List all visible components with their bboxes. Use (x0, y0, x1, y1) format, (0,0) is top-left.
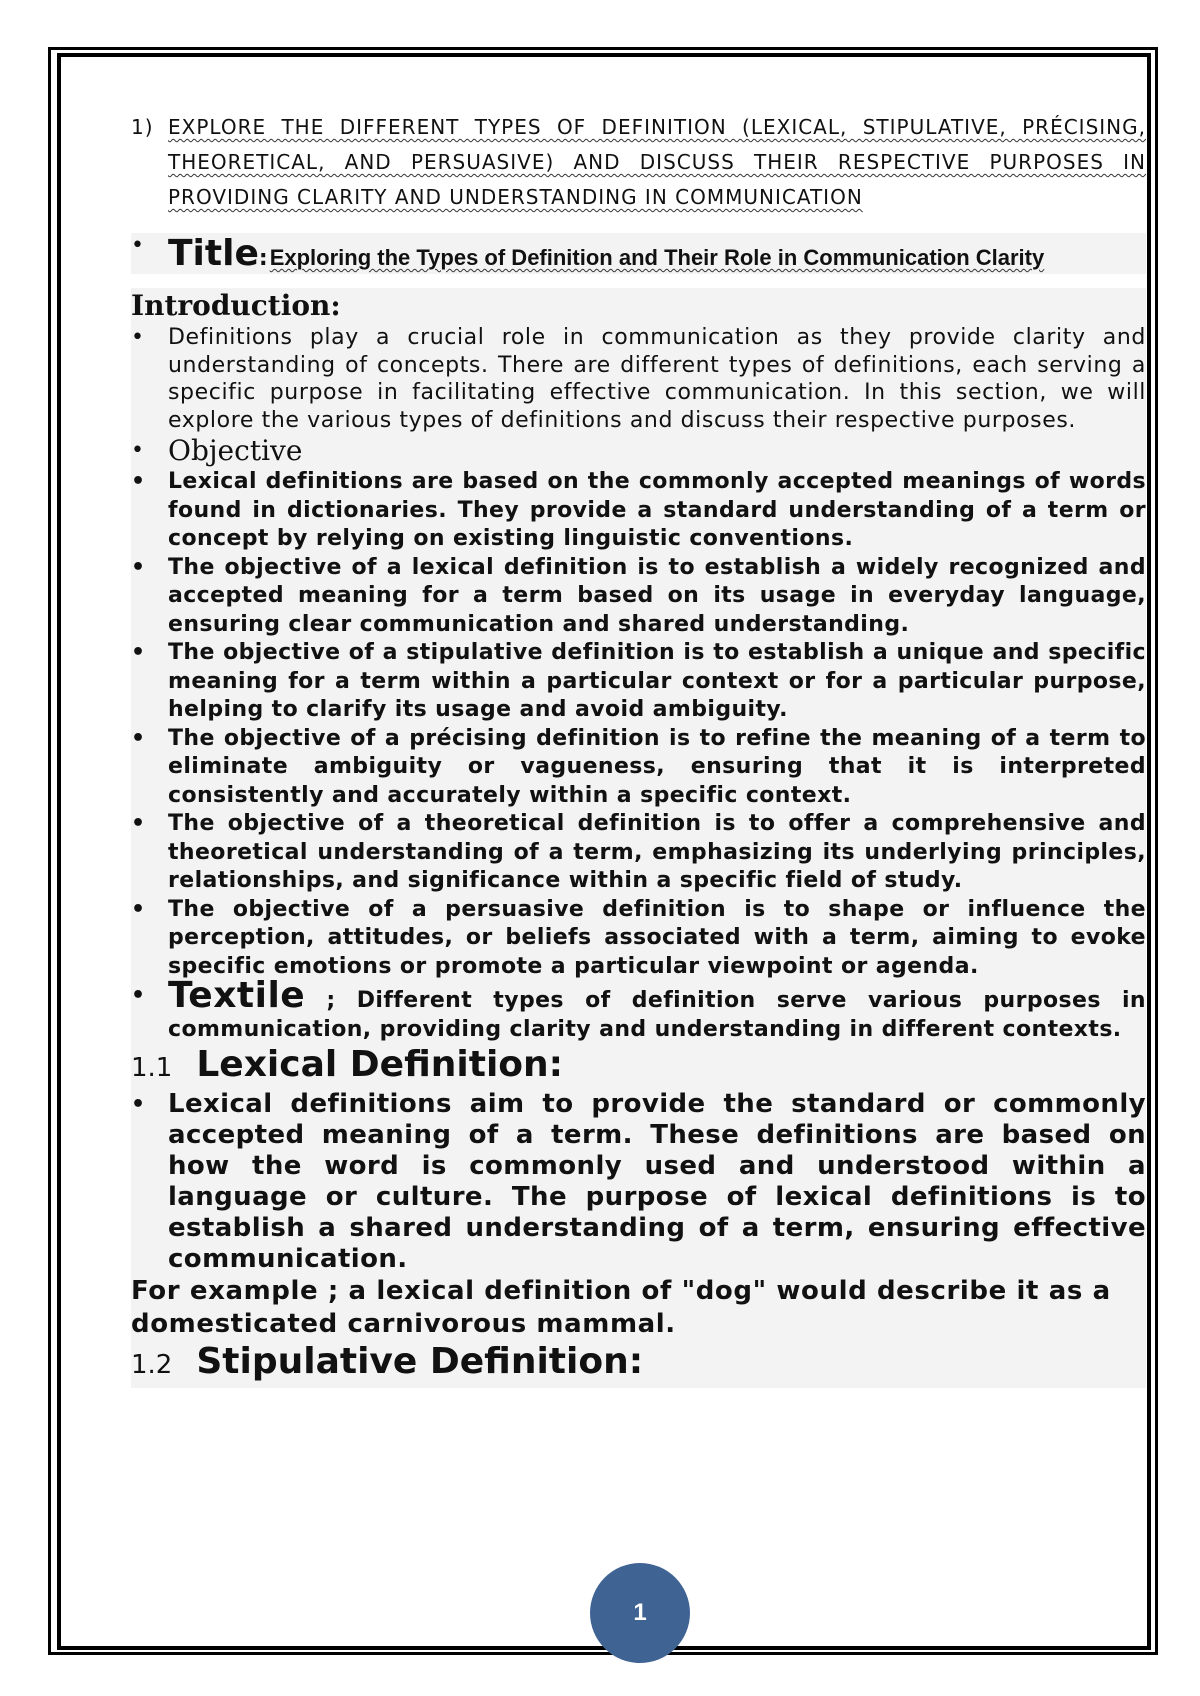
section-title: Lexical Definition: (196, 1044, 564, 1085)
list-item (131, 975, 1146, 1044)
bullet-icon: • (131, 554, 146, 580)
objective-item: The objective of a stipulative definition is to establish a unique and specific meaning for a term within a particular context or for a particular purpose, helping to clarify its usage and avoid ambiguity. (168, 640, 1146, 722)
list-item (131, 1089, 1146, 1275)
section-title: Stipulative Definition: (196, 1341, 644, 1382)
title-row (131, 233, 1146, 274)
list-item (131, 554, 1146, 640)
textile-text: ; Different types of definition serve various purposes in communication, providing clarity and understanding in different contexts. (168, 988, 1146, 1042)
bullet-icon: • (131, 325, 145, 350)
section-heading-stipulative (131, 1341, 1146, 1386)
section-number: 1.1 (131, 1053, 173, 1083)
page-number-badge (590, 1563, 690, 1663)
bullet-icon: • (131, 896, 146, 922)
bullet-icon: • (131, 1092, 146, 1117)
question-text: EXPLORE THE DIFFERENT TYPES OF DEFINITION (LEXICAL, STIPULATIVE, PRÉCISING, THEORETICAL, AND PERSUASIVE) AND DISCUSS THEIR RESPECTIVE PURPOSES IN PROVIDING CLARITY AND UNDERSTANDING IN COMMUNICATION (168, 115, 1146, 209)
objective-item: The objective of a theoretical definition is to offer a comprehensive and theoretical understanding of a term, emphasizing its underlying principles, relationships, and significance within a specific field of study. (168, 811, 1146, 893)
list-item (131, 725, 1146, 811)
title-text: Exploring the Types of Definition and Their Role in Communication Clarity (269, 245, 1045, 270)
main-content (131, 288, 1146, 1388)
lexical-paragraph: Lexical definitions aim to provide the standard or commonly accepted meaning of a term. These definitions are based on how the word is commonly used and understood within a language or culture. The purpose of lexical definitions is to establish a shared understanding of a term, ensuring effective communication. (168, 1089, 1146, 1274)
bullet-icon: • (131, 983, 146, 1008)
title-label: Title (168, 233, 259, 274)
list-item (131, 434, 1146, 468)
section-heading-lexical (131, 1044, 1146, 1089)
bullet-icon: • (131, 640, 146, 665)
textile-label: Textile (168, 975, 306, 1016)
question-number: 1) (131, 115, 154, 139)
lexical-example: For example ; a lexical definition of "dog" would describe it as a domesticated carnivorous mammal. (131, 1276, 1111, 1339)
question-heading (131, 110, 1146, 215)
section-number: 1.2 (131, 1350, 173, 1380)
page-number: 1 (633, 1599, 647, 1626)
objective-label: Objective (168, 434, 303, 467)
bullet-icon: • (131, 811, 146, 836)
bullet-icon: • (131, 725, 146, 751)
list-item (131, 896, 1146, 982)
objective-item: The objective of a précising definition is to refine the meaning of a term to eliminate ambiguity or vagueness, ensuring that it is interpreted consistently and accurately within a specific context. (168, 725, 1146, 808)
objective-item: The objective of a persuasive definition is to shape or influence the perception, attitudes, or beliefs associated with a term, aiming to evoke specific emotions or promote a particular viewpoint or agenda. (168, 896, 1146, 979)
introduction-heading: Introduction: (131, 289, 341, 322)
list-item (131, 324, 1146, 434)
list-item (131, 639, 1146, 725)
objective-item: The objective of a lexical definition is to establish a widely recognized and accepted meaning for a term based on its usage in everyday language, ensuring clear communication and shared understanding. (168, 554, 1146, 637)
title-colon: : (258, 246, 268, 271)
objective-item: Lexical definitions are based on the commonly accepted meanings of words found in dictionaries. They provide a standard understanding of a term or concept by relying on existing linguistic conventions. (168, 469, 1146, 551)
list-item (131, 468, 1146, 554)
bullet-icon: • (131, 438, 144, 463)
bullet-icon: • (131, 233, 144, 258)
bullet-icon: • (131, 469, 146, 494)
introduction-paragraph: Definitions play a crucial role in communication as they provide clarity and understanding of concepts. There are different types of definitions, each serving a specific purpose in facilitating effective communication. In this section, we will explore the various types of definitions and discuss their respective purposes. (168, 325, 1146, 433)
document-body (131, 110, 1146, 1388)
list-item (131, 810, 1146, 896)
